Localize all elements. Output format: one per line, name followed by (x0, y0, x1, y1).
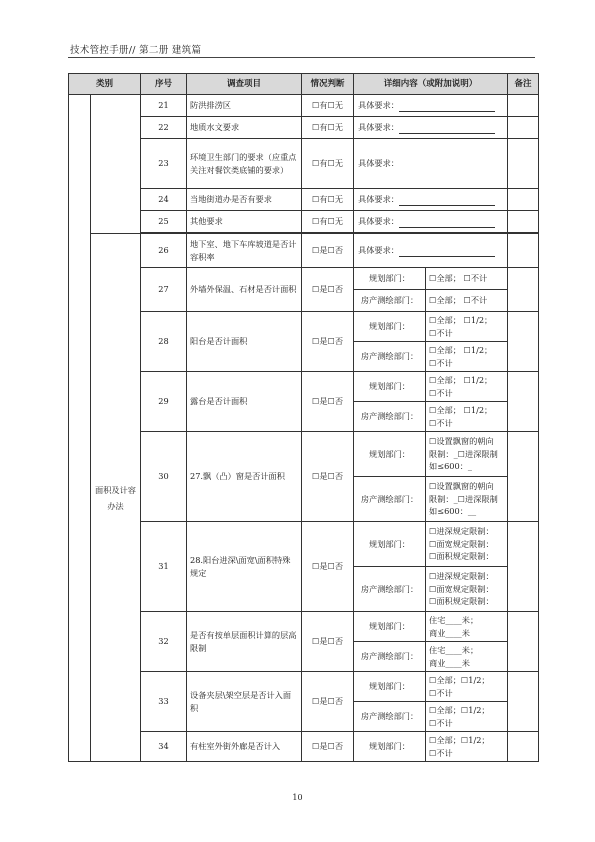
sub-dept: 规划部门： (354, 672, 426, 702)
row-remark[interactable] (508, 117, 539, 139)
sub-dept: 规划部门： (354, 268, 426, 290)
col-header-remark: 备注 (508, 74, 539, 95)
row-remark[interactable] (508, 312, 539, 372)
row-no: 29 (141, 372, 187, 432)
row-no: 22 (141, 117, 187, 139)
table-row (69, 95, 539, 117)
col-header-item: 调查项目 (187, 74, 302, 95)
category-cell (91, 95, 141, 234)
row-item: 环境卫生部门的要求（应重点关注对餐饮类底铺的要求） (187, 139, 302, 189)
sub-value[interactable]: ☐全部；☐1/2； ☐不计 (426, 702, 508, 732)
row-no: 34 (141, 732, 187, 762)
row-judge[interactable]: ☐是☐否 (302, 432, 354, 522)
row-item: 阳台是否计面积 (187, 312, 302, 372)
sub-dept: 房产测绘部门： (354, 290, 426, 312)
row-no: 23 (141, 139, 187, 189)
row-item: 其他要求 (187, 211, 302, 233)
row-detail[interactable]: 具体要求： (354, 189, 508, 211)
sub-value[interactable]: ☐进深规定限制： ☐面宽规定限制： ☐面积规定限制： (426, 567, 508, 612)
running-header: 技术管控手册// 第二册 建筑篇 (70, 45, 202, 56)
sub-value[interactable]: ☐全部； ☐不计 (426, 268, 508, 290)
row-remark[interactable] (508, 211, 539, 233)
row-no: 33 (141, 672, 187, 732)
row-item: 当地街道办是否有要求 (187, 189, 302, 211)
row-judge[interactable]: ☐是☐否 (302, 522, 354, 612)
sub-value[interactable]: ☐全部； ☐不计 (426, 290, 508, 312)
row-no: 27 (141, 268, 187, 312)
row-remark[interactable] (508, 139, 539, 189)
sub-value[interactable]: ☐设置飘窗的朝向 限制：_☐进深限制 如≤600：__ (426, 477, 508, 522)
sub-dept: 房产测绘部门： (354, 567, 426, 612)
col-header-judge: 情况判断 (302, 74, 354, 95)
row-detail[interactable]: 具体要求： (354, 95, 508, 117)
row-judge[interactable]: ☐有☐无 (302, 117, 354, 139)
sub-dept: 房产测绘部门： (354, 477, 426, 522)
sub-value[interactable]: ☐全部；☐1/2； ☐不计 (426, 732, 508, 762)
row-judge[interactable]: ☐有☐无 (302, 139, 354, 189)
sub-value[interactable]: ☐全部； ☐1/2； ☐不计 (426, 372, 508, 402)
row-remark[interactable] (508, 372, 539, 432)
row-item: 27.飘（凸）窗是否计面积 (187, 432, 302, 522)
row-judge[interactable]: ☐是☐否 (302, 234, 354, 268)
row-item: 是否有按单层面积计算的层高限制 (187, 612, 302, 672)
row-judge[interactable]: ☐是☐否 (302, 268, 354, 312)
sub-value[interactable]: ☐全部； ☐1/2； ☐不计 (426, 312, 508, 342)
sub-dept: 规划部门： (354, 522, 426, 567)
row-detail[interactable]: 具体要求： (354, 139, 508, 189)
row-detail[interactable]: 具体要求： (354, 211, 508, 233)
row-remark[interactable] (508, 95, 539, 117)
row-detail[interactable]: 具体要求： (354, 117, 508, 139)
row-no: 30 (141, 432, 187, 522)
row-no: 31 (141, 522, 187, 612)
row-item: 露台是否计面积 (187, 372, 302, 432)
row-judge[interactable]: ☐有☐无 (302, 211, 354, 233)
row-no: 26 (141, 234, 187, 268)
sub-dept: 房产测绘部门： (354, 642, 426, 672)
sub-value[interactable]: ☐全部； ☐1/2； ☐不计 (426, 342, 508, 372)
row-item: 地下室、地下车库坡道是否计容积率 (187, 234, 302, 268)
row-judge[interactable]: ☐有☐无 (302, 189, 354, 211)
row-no: 32 (141, 612, 187, 672)
survey-table (68, 73, 539, 762)
page-number: 10 (292, 793, 303, 802)
sub-dept: 房产测绘部门： (354, 402, 426, 432)
sub-dept: 房产测绘部门： (354, 342, 426, 372)
sub-dept: 规划部门： (354, 432, 426, 477)
row-remark[interactable] (508, 612, 539, 672)
row-remark[interactable] (508, 234, 539, 268)
row-no: 21 (141, 95, 187, 117)
header-rule (68, 57, 535, 58)
row-remark[interactable] (508, 732, 539, 762)
sub-value[interactable]: ☐全部； ☐1/2； ☐不计 (426, 402, 508, 432)
sub-dept: 规划部门： (354, 732, 426, 762)
row-item: 外墙外保温、石材是否计面积 (187, 268, 302, 312)
row-remark[interactable] (508, 268, 539, 312)
row-item: 有柱室外街外廊是否计入 (187, 732, 302, 762)
row-judge[interactable]: ☐是☐否 (302, 312, 354, 372)
category-outer-cell (69, 95, 91, 762)
row-no: 25 (141, 211, 187, 233)
sub-value[interactable]: 住宅____米； 商业____米 (426, 612, 508, 642)
row-judge[interactable]: ☐是☐否 (302, 732, 354, 762)
row-item: 地质水文要求 (187, 117, 302, 139)
row-detail[interactable]: 具体要求： (354, 234, 508, 268)
col-header-category: 类别 (69, 74, 141, 95)
row-judge[interactable]: ☐是☐否 (302, 372, 354, 432)
row-no: 28 (141, 312, 187, 372)
sub-value[interactable]: 住宅____米； 商业____米 (426, 642, 508, 672)
row-judge[interactable]: ☐是☐否 (302, 612, 354, 672)
col-header-detail: 详细内容（或附加说明） (354, 74, 508, 95)
row-item: 28.阳台进深\面宽\面积特殊规定 (187, 522, 302, 612)
row-judge[interactable]: ☐有☐无 (302, 95, 354, 117)
row-remark[interactable] (508, 189, 539, 211)
col-header-no: 序号 (141, 74, 187, 95)
row-item: 设备夹层\架空层是否计入面积 (187, 672, 302, 732)
row-remark[interactable] (508, 432, 539, 522)
sub-dept: 房产测绘部门： (354, 702, 426, 732)
sub-dept: 规划部门： (354, 372, 426, 402)
sub-value[interactable]: ☐全部；☐1/2； ☐不计 (426, 672, 508, 702)
category-area-cell: 面积及计容办法 (91, 234, 141, 762)
sub-value[interactable]: ☐设置飘窗的朝向 限制：_☐进深限制 如≤600：_ (426, 432, 508, 477)
table-row (69, 234, 539, 268)
sub-dept: 规划部门： (354, 312, 426, 342)
sub-dept: 规划部门： (354, 612, 426, 642)
row-remark[interactable] (508, 522, 539, 612)
table-header-row (69, 74, 539, 95)
row-no: 24 (141, 189, 187, 211)
row-item: 防洪排涝区 (187, 95, 302, 117)
sub-value[interactable]: ☐进深规定限制： ☐面宽规定限制： ☐面积规定限制： (426, 522, 508, 567)
row-judge[interactable]: ☐是☐否 (302, 672, 354, 732)
row-remark[interactable] (508, 672, 539, 732)
